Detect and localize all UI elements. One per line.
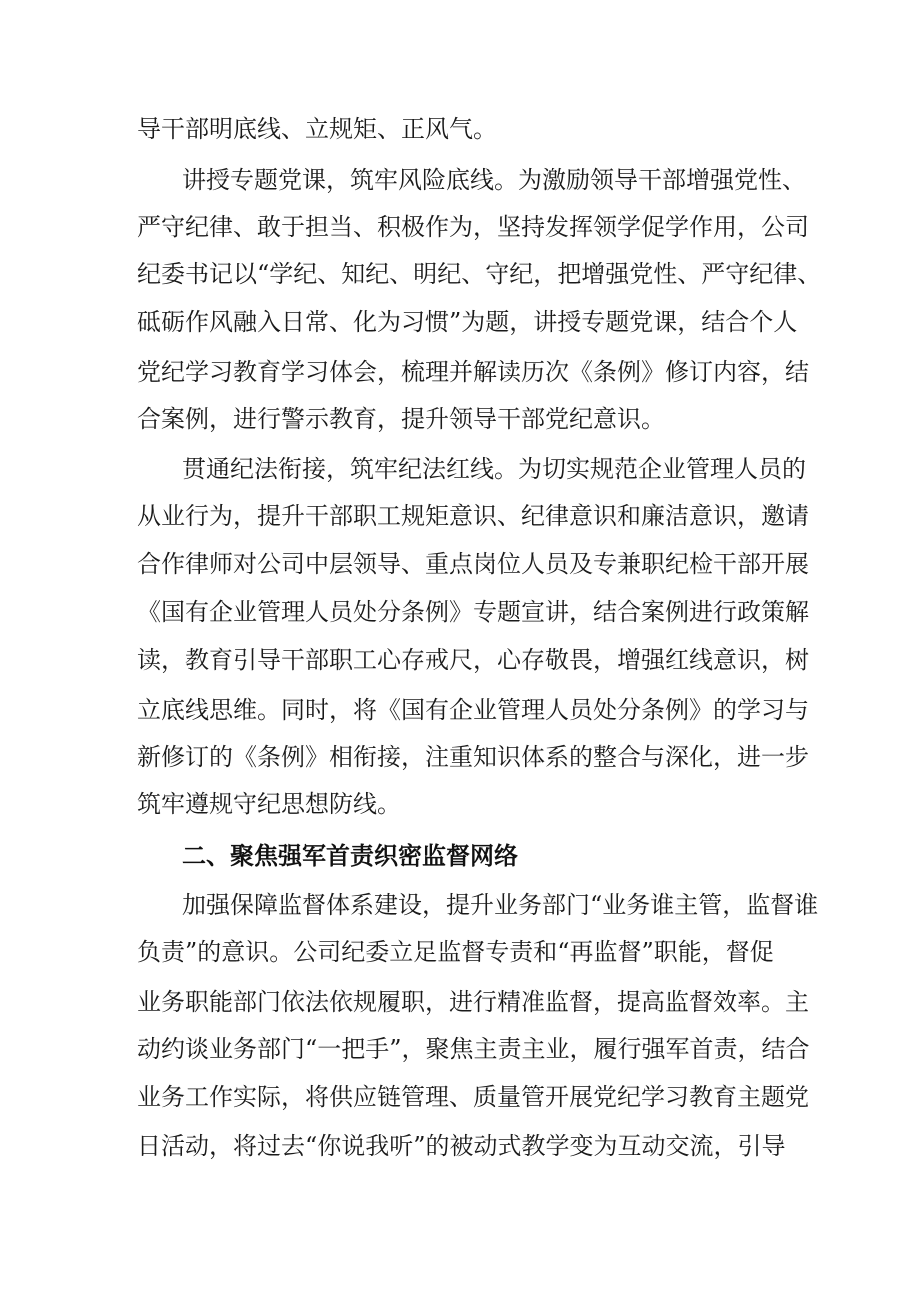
paragraph-2-line-1: 讲授专题党课，筑牢风险底线。为激励领导干部增强党性、 bbox=[182, 166, 806, 194]
paragraph-3-line-2: 从业行为，提升干部职工规矩意识、纪律意识和廉洁意识，邀请 bbox=[137, 502, 809, 530]
paragraph-4-line-4: 动约谈业务部门“一把手”，聚焦主责主业，履行强军首责，结合 bbox=[137, 1035, 810, 1063]
paragraph-3-line-7: 新修订的《条例》相衔接，注重知识体系的整合与深化，进一步 bbox=[137, 743, 809, 771]
paragraph-2-line-4: 砥砺作风融入日常、化为习惯”为题，讲授专题党课，结合个人 bbox=[137, 308, 798, 336]
paragraph-4-line-2: 负责”的意识。公司纪委立足监督专责和“再监督”职能，督促 bbox=[137, 938, 774, 966]
paragraph-2-line-2: 严守纪律、敢于担当、积极作为，坚持发挥领学促学作用，公司 bbox=[137, 213, 809, 241]
paragraph-3-line-6: 立底线思维。同时，将《国有企业管理人员处分条例》的学习与 bbox=[137, 696, 809, 724]
paragraph-1-line-1: 导干部明底线、立规矩、正风气。 bbox=[137, 115, 497, 143]
section-heading: 二、聚焦强军首责织密监督网络 bbox=[182, 842, 518, 870]
paragraph-4-line-5: 业务工作实际，将供应链管理、质量管开展党纪学习教育主题党 bbox=[137, 1083, 809, 1111]
paragraph-3-line-8: 筑牢遵规守纪思想防线。 bbox=[137, 790, 401, 818]
paragraph-3-line-1: 贯通纪法衔接，筑牢纪法红线。为切实规范企业管理人员的 bbox=[182, 455, 806, 483]
paragraph-4-line-3: 业务职能部门依法依规履职，进行精准监督，提高监督效率。主 bbox=[137, 988, 809, 1016]
paragraph-3-line-3: 合作律师对公司中层领导、重点岗位人员及专兼职纪检干部开展 bbox=[137, 550, 809, 578]
paragraph-2-line-3: 纪委书记以“学纪、知纪、明纪、守纪，把增强党性、严守纪律、 bbox=[137, 260, 822, 288]
paragraph-2-line-5: 党纪学习教育学习体会，梳理并解读历次《条例》修订内容，结 bbox=[137, 358, 809, 386]
paragraph-3-line-5: 读，教育引导干部职工心存戒尺，心存敬畏，增强红线意识，树 bbox=[137, 646, 809, 674]
paragraph-2-line-6: 合案例，进行警示教育，提升领导干部党纪意识。 bbox=[137, 405, 665, 433]
paragraph-4-line-1: 加强保障监督体系建设，提升业务部门“业务谁主管，监督谁 bbox=[182, 891, 819, 919]
paragraph-3-line-4: 《国有企业管理人员处分条例》专题宣讲，结合案例进行政策解 bbox=[137, 598, 809, 626]
paragraph-4-line-6: 日活动，将过去“你说我听”的被动式教学变为互动交流，引导 bbox=[137, 1132, 786, 1160]
